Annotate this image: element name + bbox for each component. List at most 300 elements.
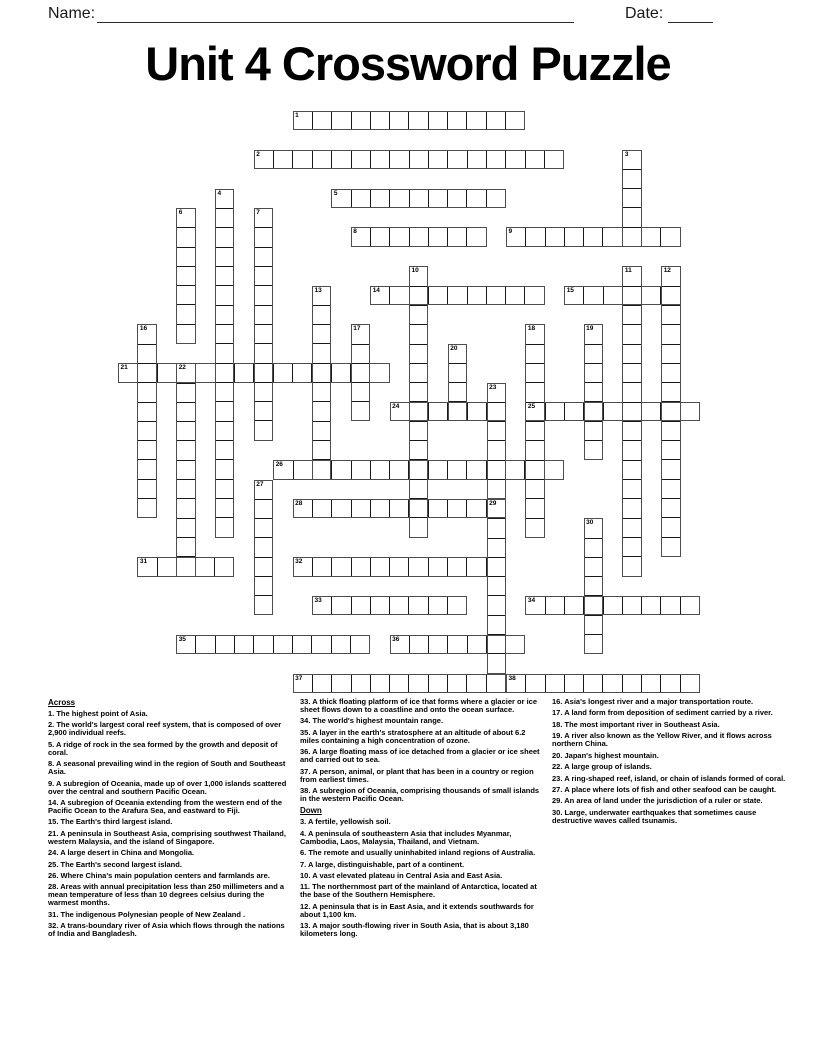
grid-cell <box>216 266 233 285</box>
grid-cell <box>603 597 622 614</box>
grid-cell <box>410 479 427 498</box>
grid-cell <box>216 227 233 246</box>
cell-number: 28 <box>295 500 303 507</box>
grid-cell <box>234 636 253 653</box>
grid-cell <box>466 500 485 517</box>
grid-cell <box>447 228 466 245</box>
grid-cell <box>389 558 408 575</box>
grid-cell <box>623 169 640 188</box>
cell-number: 5 <box>333 189 338 197</box>
cell-number: 7 <box>256 209 260 216</box>
grid-cell <box>544 151 563 168</box>
grid-cell <box>447 597 466 614</box>
grid-cell <box>370 190 389 207</box>
cell-number: 27 <box>256 480 264 488</box>
grid-cell <box>488 402 505 421</box>
grid-cell <box>410 344 427 363</box>
grid-cell <box>662 479 679 498</box>
grid-cell <box>622 597 641 614</box>
grid-cell <box>488 421 505 440</box>
grid-cell <box>447 461 466 478</box>
grid-cell <box>662 363 679 382</box>
grid-cell <box>352 363 369 382</box>
grid-cell <box>488 653 505 672</box>
grid-cell <box>662 459 679 478</box>
grid-cell <box>526 479 543 498</box>
grid-cell <box>564 228 583 245</box>
grid-cell <box>488 615 505 634</box>
grid-cell <box>662 517 679 536</box>
grid-cell <box>389 151 408 168</box>
clue-column-1 <box>48 698 291 942</box>
clue-7: 7. A large, distinguishable, part of a continent. <box>300 859 465 869</box>
grid-cell <box>369 364 388 381</box>
clue-23: 23. A ring-shaped reef, island, or chain of islands formed of coral. <box>552 773 786 783</box>
grid-cell <box>255 557 272 576</box>
grid-cell <box>525 228 544 245</box>
grid-cell <box>623 402 640 421</box>
cell-number: 24 <box>392 403 400 410</box>
grid-cell <box>488 576 505 595</box>
cell-number: 12 <box>663 267 671 275</box>
cell-number: 22 <box>178 364 186 372</box>
grid-cell <box>505 461 524 478</box>
clue-1: 1. The highest point of Asia. <box>48 709 148 718</box>
clue-13: 13. A major south-flowing river in South Asia, that is about 3,180 kilometers long. <box>300 921 529 939</box>
grid-cell <box>253 636 272 653</box>
down-word-13 <box>312 286 331 480</box>
grid-cell <box>216 479 233 498</box>
down-word-23 <box>487 383 506 499</box>
grid-cell <box>255 227 272 246</box>
grid-cell <box>410 421 427 440</box>
grid-cell <box>466 461 485 478</box>
grid-cell <box>216 208 233 227</box>
grid-cell <box>312 500 331 517</box>
grid-cell <box>488 460 505 479</box>
grid-cell <box>486 675 505 692</box>
across-word-8 <box>351 227 487 246</box>
grid-cell <box>216 459 233 478</box>
grid-cell <box>428 112 447 129</box>
cell-number: 25 <box>527 403 536 410</box>
grid-cell <box>255 499 272 518</box>
clue-33: 33. A thick floating platform of ice that forms where a glacier or ice sheet flows down to a coastline and onto the ocean surface. <box>300 697 538 714</box>
grid-cell <box>410 363 427 382</box>
grid-cell <box>370 461 389 478</box>
grid-cell <box>292 364 311 381</box>
grid-cell <box>313 382 330 401</box>
grid-cell <box>410 517 427 536</box>
across-word-33 <box>312 596 467 615</box>
grid-cell <box>662 421 679 440</box>
cell-number: 13 <box>314 286 322 294</box>
grid-cell <box>331 675 350 692</box>
grid-cell <box>255 382 272 401</box>
grid-cell <box>602 675 621 692</box>
grid-cell <box>410 440 427 459</box>
cell-number: 16 <box>139 325 148 333</box>
grid-cell <box>313 363 330 382</box>
grid-cell <box>641 403 660 420</box>
grid-cell <box>352 344 369 363</box>
grid-cell <box>486 112 505 129</box>
grid-cell <box>526 460 543 479</box>
grid-cell <box>623 556 640 575</box>
grid-cell <box>428 675 447 692</box>
grid-cell <box>410 401 427 420</box>
grid-cell <box>447 287 466 304</box>
grid-cell <box>623 324 640 343</box>
grid-cell <box>312 151 331 168</box>
grid-cell <box>177 285 194 304</box>
grid-cell <box>409 151 428 168</box>
grid-cell <box>447 112 466 129</box>
cell-number: 29 <box>489 500 497 507</box>
grid-cell <box>313 459 330 478</box>
grid-cell <box>585 634 602 653</box>
clues-section <box>48 698 792 942</box>
grid-cell <box>585 576 602 595</box>
grid-cell <box>273 364 292 381</box>
clue-14: 14. A subregion of Oceania extending from the western end of the Pacific Ocean to the Arafura Sea, and eastward to Fiji. <box>48 797 283 815</box>
grid-cell <box>351 597 370 614</box>
grid-cell <box>370 597 389 614</box>
clue-30: 30. Large, underwater earthquakes that sometimes cause destructive waves called tsunamis. <box>552 807 757 825</box>
grid-cell <box>488 479 505 498</box>
grid-cell <box>255 576 272 595</box>
grid-cell <box>216 517 233 536</box>
grid-cell <box>177 556 194 575</box>
grid-cell <box>138 344 155 363</box>
grid-cell <box>313 401 330 420</box>
down-word-4 <box>215 189 234 538</box>
grid-cell <box>623 382 640 401</box>
grid-cell <box>466 112 485 129</box>
grid-cell <box>623 207 640 226</box>
grid-cell <box>585 440 602 459</box>
down-word-22 <box>176 363 195 576</box>
grid-cell <box>352 382 369 401</box>
grid-cell <box>564 597 583 614</box>
grid-cell <box>216 363 233 382</box>
grid-cell <box>662 305 679 324</box>
grid-cell <box>389 461 408 478</box>
grid-cell <box>216 382 233 401</box>
across-word-5 <box>331 189 506 208</box>
cell-number: 10 <box>411 267 419 275</box>
grid-cell <box>467 287 486 304</box>
grid-cell <box>331 636 350 653</box>
name-label: Name: <box>48 5 96 22</box>
grid-cell <box>389 675 408 692</box>
grid-cell <box>351 461 370 478</box>
grid-cell <box>428 403 447 420</box>
clue-26: 26. Where China's main population centers and farmlands are. <box>48 871 270 880</box>
grid-cell <box>312 558 331 575</box>
grid-cell <box>488 538 505 557</box>
grid-cell <box>526 421 543 440</box>
grid-cell <box>410 324 427 343</box>
grid-cell <box>488 518 505 537</box>
clue-34: 34. The world's highest mountain range. <box>300 716 444 726</box>
grid-cell <box>255 285 272 304</box>
across-word-28 <box>293 499 506 518</box>
grid-cell <box>331 364 350 381</box>
grid-cell <box>525 675 544 692</box>
grid-cell <box>409 228 428 245</box>
clue-column-3 <box>552 698 792 942</box>
grid-cell <box>157 558 176 575</box>
cell-number: 33 <box>314 597 322 604</box>
grid-cell <box>524 287 543 304</box>
clue-column-2 <box>300 698 543 942</box>
grid-cell <box>428 190 447 207</box>
grid-cell <box>641 675 660 692</box>
grid-cell <box>138 479 155 498</box>
grid-cell <box>255 363 272 382</box>
grid-cell <box>177 266 194 285</box>
grid-cell <box>370 151 389 168</box>
grid-cell <box>449 363 466 382</box>
grid-cell <box>545 403 564 420</box>
down-word-17 <box>351 324 370 421</box>
grid-cell <box>138 440 155 459</box>
grid-cell <box>331 558 350 575</box>
grid-cell <box>177 402 194 421</box>
grid-cell <box>138 459 155 478</box>
grid-cell <box>370 112 389 129</box>
cell-number: 2 <box>256 150 260 158</box>
grid-cell <box>623 460 640 479</box>
grid-cell <box>331 597 350 614</box>
clue-21: 21. A peninsula in Southeast Asia, comprising southwest Thailand, western Malaysia, and the island of Singapore. <box>48 828 286 846</box>
clue-list-header-down: Down <box>300 806 322 816</box>
grid-cell <box>351 112 370 129</box>
grid-cell <box>350 636 369 653</box>
grid-cell <box>410 498 427 517</box>
cell-number: 32 <box>295 558 303 566</box>
down-word-18 <box>525 324 544 537</box>
grid-cell <box>641 287 660 304</box>
cell-number: 37 <box>295 674 303 682</box>
grid-cell <box>467 151 486 168</box>
grid-cell <box>351 558 370 575</box>
grid-cell <box>273 151 292 168</box>
across-word-37 <box>293 674 506 693</box>
down-word-27 <box>254 480 273 616</box>
grid-cell <box>662 382 679 401</box>
cell-number: 34 <box>527 597 536 604</box>
cell-number: 15 <box>566 286 574 294</box>
grid-cell <box>585 421 602 440</box>
grid-cell <box>331 151 350 168</box>
down-word-30 <box>584 518 603 654</box>
grid-cell <box>486 190 505 207</box>
grid-cell <box>408 597 427 614</box>
cell-number: 35 <box>178 635 186 643</box>
clue-19: 19. A river also known as the Yellow River, and it flows across northern China. <box>552 731 772 749</box>
grid-cell <box>449 401 466 420</box>
clue-10: 10. A vast elevated plateau in Central Asia and East Asia. <box>300 871 503 880</box>
grid-cell <box>255 266 272 285</box>
grid-cell <box>138 363 155 382</box>
grid-cell <box>177 518 194 537</box>
date-blank-line <box>668 5 713 23</box>
grid-cell <box>370 675 389 692</box>
cell-number: 3 <box>624 150 629 158</box>
grid-cell <box>138 498 155 517</box>
grid-cell <box>389 112 408 129</box>
down-word-16 <box>137 324 156 518</box>
grid-cell <box>255 324 272 343</box>
across-word-38 <box>506 674 700 693</box>
cell-number: 23 <box>489 383 497 391</box>
clue-28: 28. Areas with annual precipitation less than 250 millimeters and a mean temperature of less than 10 degrees celsius during the warmest months. <box>48 882 285 908</box>
grid-cell <box>255 247 272 266</box>
clue-15: 15. The Earth's third largest island. <box>48 817 173 827</box>
grid-cell <box>680 403 699 420</box>
grid-cell <box>389 500 408 517</box>
grid-cell <box>195 558 214 575</box>
grid-cell <box>585 344 602 363</box>
crossword-grid <box>118 111 701 694</box>
grid-cell <box>526 344 543 363</box>
grid-cell <box>641 228 660 245</box>
grid-cell <box>447 500 466 517</box>
clue-25: 25. The Earth's second largest island. <box>48 859 182 869</box>
grid-cell <box>466 228 485 245</box>
grid-cell <box>370 228 389 245</box>
grid-cell <box>623 188 640 207</box>
clue-18: 18. The most important river in Southeast Asia. <box>552 719 720 729</box>
grid-cell <box>351 190 370 207</box>
grid-cell <box>428 461 447 478</box>
grid-cell <box>505 151 524 168</box>
grid-cell <box>255 595 272 614</box>
grid-cell <box>660 675 679 692</box>
grid-cell <box>623 363 640 382</box>
grid-cell <box>389 190 408 207</box>
grid-cell <box>177 498 194 517</box>
grid-cell <box>311 636 330 653</box>
grid-cell <box>583 675 602 692</box>
grid-cell <box>428 151 447 168</box>
grid-cell <box>428 636 447 653</box>
cell-number: 21 <box>120 364 128 372</box>
grid-cell <box>623 286 640 305</box>
clue-38: 38. A subregion of Oceania, comprising thousands of small islands in the western Pacific Ocean. <box>300 785 540 803</box>
grid-cell <box>195 364 214 381</box>
grid-cell <box>467 403 486 420</box>
grid-cell <box>410 459 427 478</box>
clue-6: 6. The remote and usually uninhabited inland regions of Australia. <box>300 848 536 858</box>
grid-cell <box>466 190 485 207</box>
grid-cell <box>234 364 253 381</box>
grid-cell <box>564 403 583 420</box>
clue-37: 37. A person, animal, or plant that has been in a country or region from earliest times. <box>300 766 534 784</box>
grid-cell <box>331 461 350 478</box>
grid-cell <box>526 363 543 382</box>
grid-cell <box>488 595 505 614</box>
down-word-12 <box>661 266 680 557</box>
grid-cell <box>313 343 330 362</box>
grid-cell <box>505 636 524 653</box>
grid-cell <box>623 440 640 459</box>
grid-cell <box>680 597 699 614</box>
grid-cell <box>292 636 311 653</box>
grid-cell <box>216 285 233 304</box>
grid-cell <box>177 324 194 343</box>
grid-cell <box>255 305 272 324</box>
grid-cell <box>331 112 350 129</box>
grid-cell <box>662 440 679 459</box>
clue-24: 24. A large desert in China and Mongolia. <box>48 848 195 858</box>
grid-cell <box>177 304 194 323</box>
name-blank-line <box>97 5 574 23</box>
grid-cell <box>138 402 155 421</box>
grid-cell <box>662 537 679 556</box>
grid-cell <box>216 324 233 343</box>
grid-cell <box>488 634 505 653</box>
grid-cell <box>389 228 408 245</box>
grid-cell <box>662 286 679 305</box>
grid-cell <box>545 228 564 245</box>
grid-cell <box>157 364 176 381</box>
grid-cell <box>505 287 524 304</box>
clue-11: 11. The northernmost part of the mainland of Antarctica, located at the base of the Southern Hemisphere. <box>300 882 537 900</box>
clue-4: 4. A peninsula of southeastern Asia that includes Myanmar, Cambodia, Laos, Malaysia, Thailand, and Vietnam. <box>300 828 512 846</box>
across-word-32 <box>293 557 506 576</box>
down-word-6 <box>176 208 195 344</box>
cell-number: 8 <box>353 228 357 236</box>
grid-cell <box>545 675 564 692</box>
grid-cell <box>447 675 466 692</box>
grid-cell <box>351 151 370 168</box>
grid-cell <box>409 636 428 653</box>
grid-cell <box>602 228 621 245</box>
cell-number: 9 <box>508 228 513 236</box>
grid-cell <box>488 557 505 576</box>
grid-cell <box>641 597 660 614</box>
grid-cell <box>177 440 194 459</box>
cell-number: 4 <box>217 189 222 197</box>
clue-5: 5. A ridge of rock in the sea formed by the growth and deposit of coral. <box>48 739 278 757</box>
cell-number: 31 <box>139 558 148 566</box>
grid-cell <box>216 440 233 459</box>
grid-cell <box>660 597 679 614</box>
grid-cell <box>351 675 370 692</box>
grid-cell <box>410 286 427 305</box>
grid-cell <box>428 500 447 517</box>
grid-cell <box>408 558 427 575</box>
grid-cell <box>370 558 389 575</box>
grid-cell <box>623 344 640 363</box>
clue-9: 9. A subregion of Oceania, made up of over 1,000 islands scattered over the central and southern Pacific Ocean. <box>48 778 287 796</box>
cell-number: 19 <box>586 325 594 333</box>
grid-cell <box>408 675 427 692</box>
grid-cell <box>177 421 194 440</box>
grid-cell <box>216 401 233 420</box>
grid-cell <box>545 597 564 614</box>
grid-cell <box>585 595 602 614</box>
clue-32: 32. A trans-boundary river of Asia which flows through the nations of India and Bangladesh. <box>48 921 285 939</box>
down-word-20 <box>448 344 467 422</box>
grid-cell <box>662 324 679 343</box>
grid-cell <box>312 675 331 692</box>
grid-cell <box>486 287 505 304</box>
grid-cell <box>585 401 602 420</box>
